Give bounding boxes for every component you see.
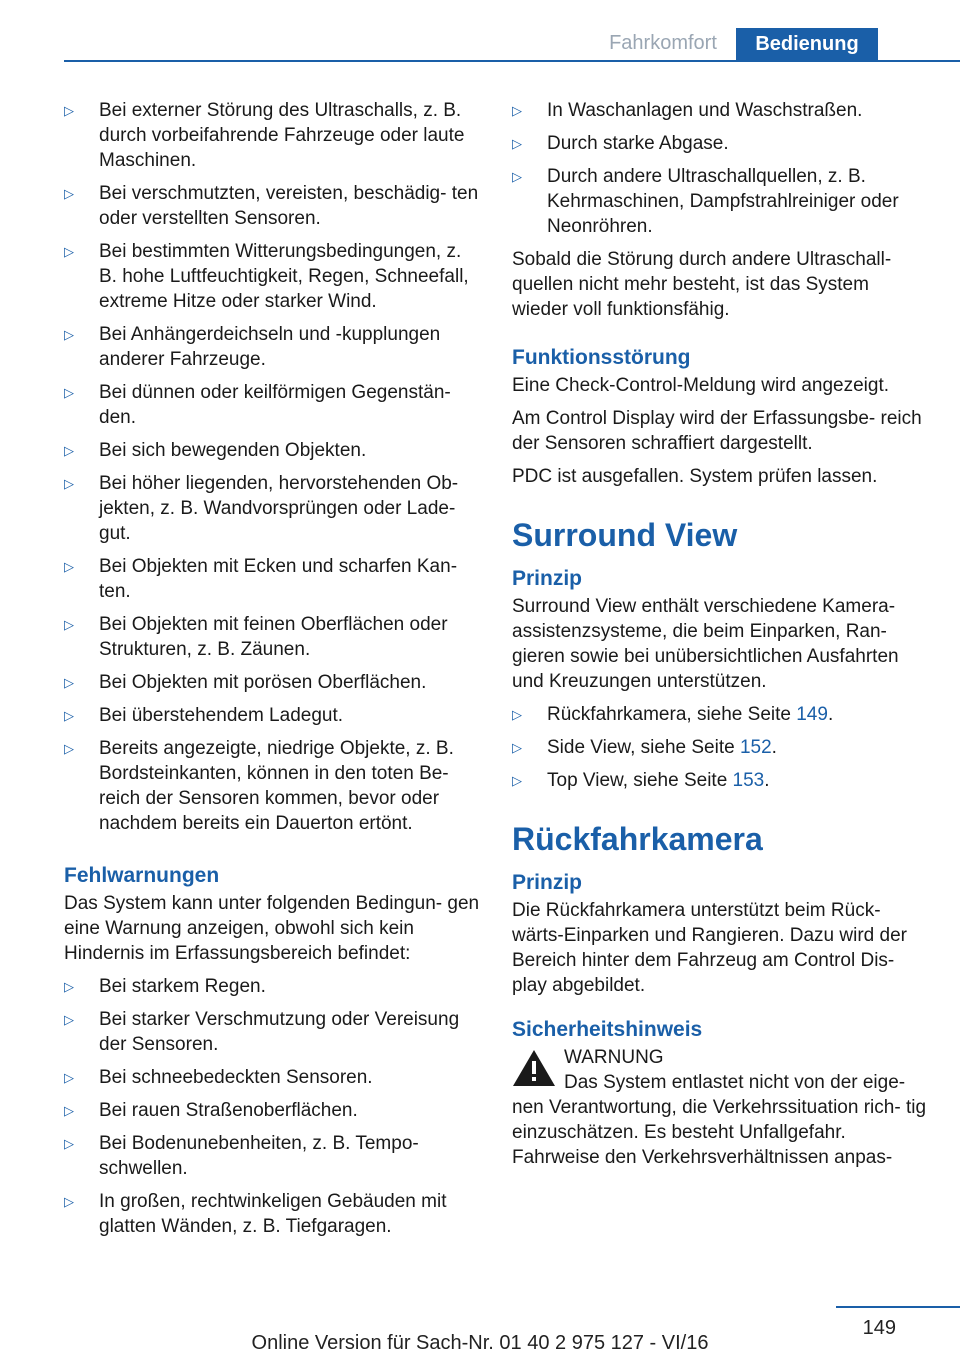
list-item: ▷ Top View, siehe Seite 153. — [512, 770, 770, 791]
list-item: ▷ Bei dünnen oder keilförmigen Gegenstän‐ den. — [64, 382, 451, 428]
list-item: ▷ Bei Objekten mit porösen Oberflächen. — [64, 672, 427, 693]
heading-sicherheitshinweis: Sicherheitshinweis — [512, 1018, 703, 1041]
bullet-icon: ▷ — [512, 103, 522, 118]
heading-prinzip-rueck: Prinzip — [512, 871, 583, 894]
list-item: ▷ Side View, siehe Seite 152. — [512, 737, 777, 758]
bullet-icon: ▷ — [64, 1103, 74, 1118]
list-item: ▷ Bei Objekten mit feinen Oberflächen oder Strukturen, z. B. Zäunen. — [64, 614, 448, 660]
bullet-icon: ▷ — [512, 773, 522, 788]
bullet-icon: ▷ — [64, 244, 74, 259]
tab-fahrkomfort[interactable]: Fahrkomfort — [609, 32, 717, 54]
tab-bedienung[interactable]: Bedienung — [736, 28, 878, 60]
warning-triangle-icon — [512, 1049, 556, 1087]
footer-rule — [836, 1306, 960, 1308]
paragraph-stoerung: Sobald die Störung durch andere Ultraschall‐ quellen nicht mehr besteht, ist das System wieder voll funktionsfähig. — [512, 249, 892, 320]
list-item: ▷ In großen, rechtwinkeligen Gebäuden mit glatten Wänden, z. B. Tiefgaragen. — [64, 1191, 447, 1237]
bullet-icon: ▷ — [512, 740, 522, 755]
list-item: ▷ Bei bestimmten Witterungsbedingungen, z. B. hohe Luftfeuchtigkeit, Regen, Schneefall, extreme Hitze oder starker Wind. — [64, 241, 469, 312]
heading-funktionsstoerung: Funktionsstörung — [512, 346, 691, 369]
heading-surround-view: Surround View — [512, 517, 738, 553]
page-link-153[interactable]: 153 — [732, 770, 765, 791]
bullet-icon: ▷ — [64, 103, 74, 118]
right-column — [512, 98, 928, 1178]
paragraph-rueckfahrkamera: Die Rückfahrkamera unterstützt beim Rück‐ wärts-Einparken und Rangieren. Dazu wird der Bereich hinter dem Fahrzeug am Control Dis‐ play abgebildet. — [512, 900, 907, 996]
heading-fehlwarnungen: Fehlwarnungen — [64, 864, 220, 887]
list-item: ▷ Bei rauen Straßenoberflächen. — [64, 1100, 358, 1121]
surround-links-list — [512, 702, 928, 793]
list-item: ▷ Bei starkem Regen. — [64, 976, 266, 997]
warning-title: WARNUNG — [564, 1047, 664, 1068]
bullet-icon: ▷ — [64, 617, 74, 632]
bullet-icon: ▷ — [64, 327, 74, 342]
warning-block — [512, 1045, 928, 1070]
list-item: ▷ Durch andere Ultraschallquellen, z. B. Kehrmaschinen, Dampfstrahlreiniger oder Neonröhren. — [512, 166, 899, 237]
footer-note: Online Version für Sach-Nr. 01 40 2 975 127 - VI/16 — [251, 1332, 709, 1354]
paragraph-funktion-2: Am Control Display wird der Erfassungsbe‐ reich der Sensoren schraffiert dargestellt. — [512, 408, 922, 454]
heading-prinzip-surround: Prinzip — [512, 567, 583, 590]
list-item: ▷ In Waschanlagen und Waschstraßen. — [512, 100, 863, 121]
paragraph-fehlwarnungen: Das System kann unter folgenden Bedingun‐ gen eine Warnung anzeigen, obwohl sich kein Hindernis im Erfassungsbereich befindet: — [64, 893, 480, 964]
heading-rueckfahrkamera: Rückfahrkamera — [512, 821, 763, 857]
paragraph-surround: Surround View enthält verschiedene Kamera‐ assistenzsysteme, die beim Einparken, Ran‐ gieren sowie bei unübersichtlichen Ausfahrten und Kreuzungen unterstützen. — [512, 596, 899, 692]
bullet-icon: ▷ — [64, 1136, 74, 1151]
list-item: ▷ Bei sich bewegenden Objekten. — [64, 440, 367, 461]
list-item: ▷ Bei überstehendem Ladegut. — [64, 705, 344, 726]
list-item: ▷ Bei starker Verschmutzung oder Vereisung der Sensoren. — [64, 1009, 460, 1055]
bullet-icon: ▷ — [64, 979, 74, 994]
limitations-list — [64, 98, 482, 836]
bullet-icon: ▷ — [64, 741, 74, 756]
interference-list — [512, 98, 928, 239]
paragraph-funktion-1: Eine Check-Control-Meldung wird angezeigt. — [512, 375, 890, 396]
list-item: ▷ Bei verschmutzten, vereisten, beschädig‐ ten oder verstellten Sensoren. — [64, 183, 479, 229]
bullet-icon: ▷ — [64, 1012, 74, 1027]
bullet-icon: ▷ — [64, 385, 74, 400]
page-number: 149 — [862, 1317, 896, 1339]
page-header — [0, 0, 960, 62]
bullet-icon: ▷ — [64, 476, 74, 491]
list-item: ▷ Bei Bodenunebenheiten, z. B. Tempo‐ schwellen. — [64, 1133, 419, 1179]
bullet-icon: ▷ — [64, 708, 74, 723]
left-column — [64, 98, 482, 1247]
page-link-149[interactable]: 149 — [796, 704, 828, 725]
bullet-icon: ▷ — [64, 1070, 74, 1085]
page-link-152[interactable]: 152 — [739, 737, 772, 758]
bullet-icon: ▷ — [512, 136, 522, 151]
header-rule — [64, 60, 960, 62]
bullet-icon: ▷ — [64, 186, 74, 201]
list-item: ▷ Bereits angezeigte, niedrige Objekte, z. B. Bordsteinkanten, können in den toten Be‐ reich der Sensoren kommen, bevor oder nachdem bereits ein Dauerton ertönt. — [64, 738, 454, 834]
bullet-icon: ▷ — [512, 169, 522, 184]
list-item: ▷ Rückfahrkamera, siehe Seite 149. — [512, 704, 834, 725]
list-item: ▷ Bei schneebedeckten Sensoren. — [64, 1067, 373, 1088]
warning-text: Das System entlastet nicht von der eige‐ nen Verantwortung, die Verkehrssituation rich‐ tig einzuschätzen. Es besteht Unfallgefahr. Fahrweise den Verkehrsverhältnissen anpas‐ — [512, 1072, 927, 1168]
list-item: ▷ Bei Anhängerdeichseln und ‑kupplungen anderer Fahrzeuge. — [64, 324, 441, 370]
bullet-icon: ▷ — [64, 675, 74, 690]
bullet-icon: ▷ — [64, 559, 74, 574]
bullet-icon: ▷ — [64, 1194, 74, 1209]
list-item: ▷ Durch starke Abgase. — [512, 133, 729, 154]
bullet-icon: ▷ — [64, 443, 74, 458]
false-warnings-list — [64, 974, 482, 1239]
list-item: ▷ Bei Objekten mit Ecken und scharfen Kan‐ ten. — [64, 556, 458, 602]
bullet-icon: ▷ — [512, 707, 522, 722]
list-item: ▷ Bei höher liegenden, hervorstehenden Ob‐ jekten, z. B. Wandvorsprüngen oder Lade‐ gut. — [64, 473, 459, 544]
paragraph-funktion-3: PDC ist ausgefallen. System prüfen lassen. — [512, 466, 878, 487]
list-item: ▷ Bei externer Störung des Ultraschalls, z. B. durch vorbeifahrende Fahrzeuge oder laute Maschinen. — [64, 100, 465, 171]
